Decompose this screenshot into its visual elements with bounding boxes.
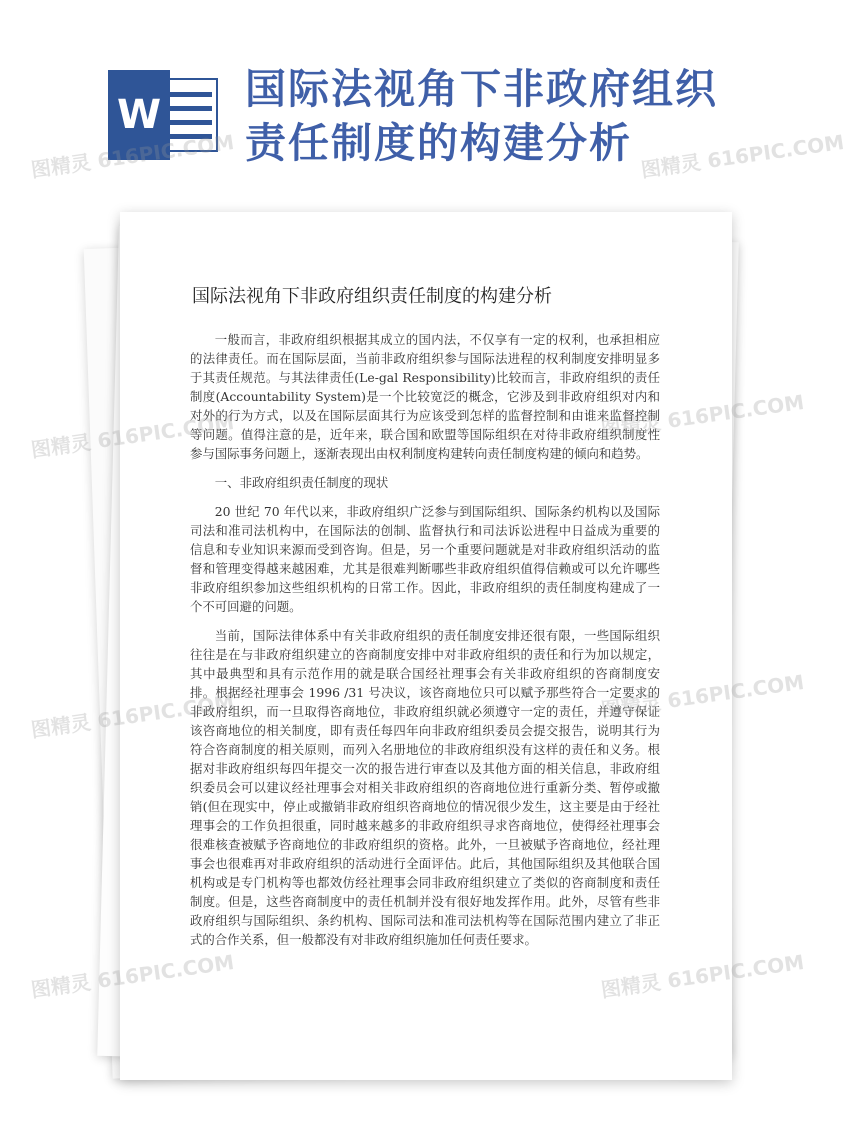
watermark-text: 图精灵 616PIC.COM xyxy=(29,689,236,743)
watermark-text: 图精灵 616PIC.COM xyxy=(599,669,806,723)
word-letter: W xyxy=(116,92,162,138)
watermark-text: 图精灵 616PIC.COM xyxy=(599,389,806,443)
watermark-text: 图精灵 616PIC.COM xyxy=(29,129,236,183)
watermark-text: 图精灵 616PIC.COM xyxy=(639,129,846,183)
document-page xyxy=(120,212,732,1080)
header-title: 国际法视角下非政府组织责任制度的构建分析 xyxy=(245,65,718,167)
watermark-text: 图精灵 616PIC.COM xyxy=(29,409,236,463)
watermark-text: 图精灵 616PIC.COM xyxy=(29,949,236,1003)
section-heading: 一、非政府组织责任制度的现状 xyxy=(214,475,389,490)
watermark-text: 图精灵 616PIC.COM xyxy=(599,949,806,1003)
body-paragraph: 20 世纪 70 年代以来，非政府组织广泛参与到国际组织、国际条约机构以及国际司法和准司法机构中，在国际法的创制、监督执行和司法诉讼进程中日益成为重要的信息和专业知识来源而受到咨询。但是，另一个重要问题就是对非政府组织活动的监督和管理变得越来越困难，尤其是很难判断哪些非政府组织值得信赖或可以允许哪些非政府组织参加这些组织机构的日常工作。因此，非政府组织的责任制度构建成了一个不可回避的问题。 xyxy=(190,504,660,614)
word-document-icon xyxy=(108,70,218,160)
document-body xyxy=(190,330,660,959)
intro-paragraph: 一般而言，非政府组织根据其成立的国内法，不仅享有一定的权利，也承担相应的法律责任。而在国际层面，当前非政府组织参与国际法进程的权利制度安排明显多于其责任规范。与其法律责任(Le-gal Responsibility)比较而言，非政府组织的责任制度(Accountability System)是一个比较宽泛的概念，它涉及到非政府组织对内和对外的行为方式，以及在国际层面其行为应该受到怎样的监督控制和由谁来监督控制等问题。值得注意的是，近年来，联合国和欧盟等国际组织在对待非政府组织制度性参与国际事务问题上，逐渐表现出由权利制度构建转向责任制度构建的倾向和趋势。 xyxy=(190,332,660,461)
document-title: 国际法视角下非政府组织责任制度的构建分析 xyxy=(192,286,552,307)
body-paragraph: 当前，国际法律体系中有关非政府组织的责任制度安排还很有限，一些国际组织往往是在与非政府组织建立的咨商制度安排中对非政府组织的责任和行为加以规定，其中最典型和具有示范作用的就是联合国经社理事会有关非政府组织的咨商制度安排。根据经社理事会 1996 /31 号决议，该咨商地位只可以赋予那些符合一定要求的非政府组织，而一旦取得咨商地位，非政府组织就必须遵守一定的责任，并遵守保证该咨商地位的相关制度，即有责任每四年向非政府组织委员会提交报告，说明其行为符合咨商制度的相关原则，而列入名册地位的非政府组织没有这样的责任和义务。根据对非政府组织每四年提交一次的报告进行审查以及其他方面的相关信息，非政府组织委员会可以建议经社理事会对相关非政府组织的咨商地位进行重新分类、暂停或撤销(但在现实中，停止或撤销非政府组织咨商地位的情况很少发生，这主要是由于经社理事会的工作负担很重，同时越来越多的非政府组织寻求咨商地位，使得经社理事会很难核查被赋予咨商地位的非政府组织的资格。此外，一旦被赋予咨商地位，经社理事会也很难再对非政府组织的活动进行全面评估。此后，其他国际组织及其他联合国机构或是专门机构等也都效仿经社理事会同非政府组织建立了类似的咨商制度和责任制度。但是，这些咨商制度中的责任机制并没有很好地发挥作用。此外，尽管有些非政府组织与国际组织、条约机构、国际司法和准司法机构等在国际范围内建立了非正式的合作关系，但一般都没有对非政府组织施加任何责任要求。 xyxy=(190,628,660,947)
word-letter-badge xyxy=(108,70,170,160)
